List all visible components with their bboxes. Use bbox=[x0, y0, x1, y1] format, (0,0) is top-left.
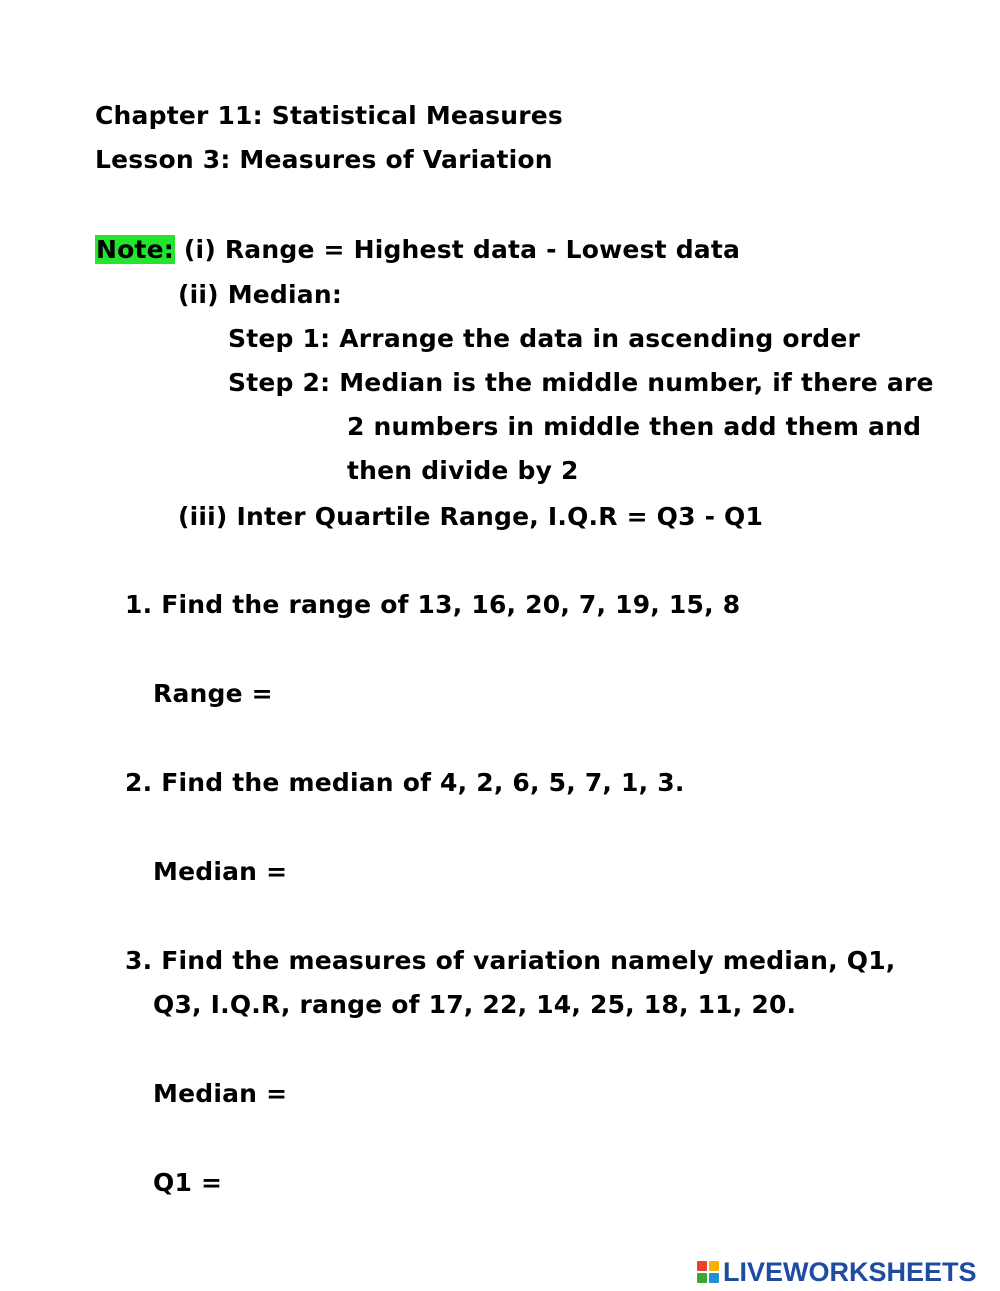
iqr-rule: (iii) Inter Quartile Range, I.Q.R = Q3 - Q1 bbox=[178, 502, 764, 531]
median-step-2-end: then divide by 2 bbox=[347, 456, 579, 485]
median-answer-label: Median = bbox=[153, 857, 288, 886]
lesson-title: Lesson 3: Measures of Variation bbox=[95, 145, 553, 174]
liveworksheets-logo-text: LIVEWORKSHEETS bbox=[723, 1256, 977, 1287]
q3-median-label: Median = bbox=[153, 1079, 288, 1108]
liveworksheets-logo bbox=[697, 1256, 977, 1288]
median-step-1: Step 1: Arrange the data in ascending order bbox=[228, 324, 861, 353]
note-label: Note: bbox=[96, 235, 175, 264]
liveworksheets-logo-icon bbox=[697, 1261, 719, 1283]
logo-square-green bbox=[697, 1273, 707, 1283]
question-3: 3. Find the measures of variation namely median, Q1, bbox=[125, 946, 896, 975]
question-1: 1. Find the range of 13, 16, 20, 7, 19, 15, 8 bbox=[125, 590, 741, 619]
question-3-cont: Q3, I.Q.R, range of 17, 22, 14, 25, 18, 11, 20. bbox=[153, 990, 797, 1019]
logo-square-yellow bbox=[709, 1261, 719, 1271]
note-range-line bbox=[95, 235, 740, 265]
median-step-2-cont: 2 numbers in middle then add them and bbox=[347, 412, 922, 441]
range-rule: (i) Range = Highest data - Lowest data bbox=[183, 235, 741, 264]
logo-square-blue bbox=[709, 1273, 719, 1283]
question-2: 2. Find the median of 4, 2, 6, 5, 7, 1, 3. bbox=[125, 768, 685, 797]
median-step-2: Step 2: Median is the middle number, if there are bbox=[228, 368, 934, 397]
logo-square-red bbox=[697, 1261, 707, 1271]
range-answer-label: Range = bbox=[153, 679, 273, 708]
median-title: (ii) Median: bbox=[178, 280, 343, 309]
q1-label: Q1 = bbox=[153, 1168, 223, 1197]
q3-median-input[interactable] bbox=[288, 1076, 592, 1112]
q1-input[interactable] bbox=[236, 1165, 540, 1201]
median-answer-input[interactable] bbox=[288, 854, 592, 890]
range-answer-input[interactable] bbox=[270, 676, 574, 712]
chapter-title: Chapter 11: Statistical Measures bbox=[95, 101, 563, 130]
